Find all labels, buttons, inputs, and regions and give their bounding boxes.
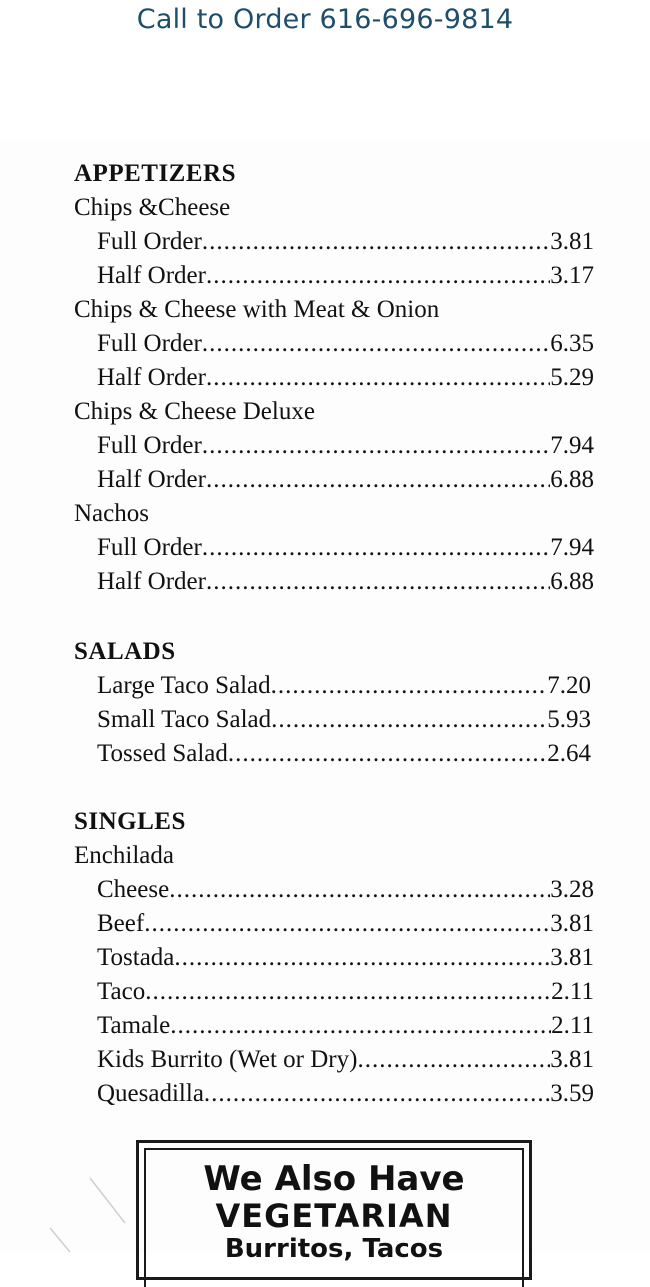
menu-item-price: 3.28	[550, 876, 594, 903]
call-to-order-phone[interactable]: Call to Order 616-696-9814	[136, 4, 514, 35]
menu-group-name: Chips &Cheese	[74, 194, 231, 221]
leader-dots	[204, 1080, 550, 1108]
menu-item	[97, 740, 591, 768]
vegetarian-line-2: VEGETARIAN	[215, 1197, 453, 1235]
menu-item-price: 3.81	[550, 944, 594, 971]
menu-item-price: 3.81	[550, 1046, 594, 1073]
leader-dots	[202, 432, 550, 460]
menu-item-label: Full Order	[97, 228, 202, 255]
menu-item	[97, 1080, 594, 1108]
leader-dots	[206, 364, 550, 392]
salads-heading: SALADS	[74, 638, 176, 665]
paper-smudge	[30, 1168, 130, 1252]
menu-item-price: 3.59	[550, 1080, 594, 1107]
leader-dots	[170, 1012, 551, 1040]
singles-heading: SINGLES	[74, 808, 186, 835]
menu-item-label: Half Order	[97, 466, 206, 493]
menu-item-label: Tossed Salad	[97, 740, 228, 767]
leader-dots	[202, 228, 550, 256]
leader-dots	[206, 568, 550, 596]
menu-item	[97, 1046, 594, 1074]
menu-item-price: 7.94	[550, 432, 594, 459]
leader-dots	[206, 262, 550, 290]
menu-item	[97, 262, 594, 290]
leader-dots	[206, 466, 550, 494]
menu-item	[97, 364, 594, 392]
menu-item-label: Full Order	[97, 534, 202, 561]
menu-item-label: Full Order	[97, 432, 202, 459]
leader-dots	[357, 1046, 550, 1074]
leader-dots	[169, 876, 550, 904]
menu-image	[0, 140, 650, 1264]
menu-item-price: 2.11	[551, 978, 594, 1005]
menu-item	[97, 228, 594, 256]
menu-group-name: Chips & Cheese with Meat & Onion	[74, 296, 440, 323]
leader-dots	[271, 672, 548, 700]
vegetarian-line-3: Burritos, Tacos	[224, 1234, 444, 1264]
leader-dots	[202, 534, 550, 562]
menu-item-label: Small Taco Salad	[97, 706, 272, 733]
leader-dots	[174, 944, 550, 972]
menu-item-price: 3.17	[550, 262, 594, 289]
menu-item	[97, 432, 594, 460]
menu-item-label: Quesadilla	[97, 1080, 204, 1107]
menu-item	[97, 568, 594, 596]
menu-group-name: Chips & Cheese Deluxe	[74, 398, 315, 425]
menu-item-price: 5.29	[550, 364, 594, 391]
menu-item-label: Half Order	[97, 262, 206, 289]
menu-item-price: 7.20	[547, 672, 591, 699]
leader-dots	[144, 910, 550, 938]
menu-item-price: 6.88	[550, 466, 594, 493]
menu-item-price: 6.35	[550, 330, 594, 357]
vegetarian-box	[136, 1140, 532, 1280]
menu-item-label: Kids Burrito (Wet or Dry)	[97, 1046, 358, 1073]
menu-item	[97, 466, 594, 494]
menu-item-label: Large Taco Salad	[97, 672, 271, 699]
vegetarian-line-1: We Also Have	[203, 1159, 465, 1199]
menu-item-price: 2.64	[547, 740, 591, 767]
menu-item	[97, 534, 594, 562]
menu-item-price: 7.94	[550, 534, 594, 561]
menu-item	[97, 876, 594, 904]
menu-item	[97, 706, 591, 734]
leader-dots	[271, 706, 547, 734]
menu-group-name: Nachos	[74, 500, 149, 527]
menu-item-price: 5.93	[547, 706, 591, 733]
appetizers-heading: APPETIZERS	[74, 160, 236, 187]
menu-item-label: Beef	[97, 910, 145, 937]
leader-dots	[145, 978, 551, 1006]
menu-item	[97, 910, 594, 938]
menu-item-label: Half Order	[97, 364, 206, 391]
menu-item-price: 2.11	[551, 1012, 594, 1039]
menu-group-name: Enchilada	[74, 842, 174, 869]
menu-item-label: Taco	[97, 978, 146, 1005]
menu-item	[97, 944, 594, 972]
leader-dots	[202, 330, 550, 358]
menu-item-label: Tostada	[97, 944, 175, 971]
menu-item-price: 3.81	[550, 910, 594, 937]
menu-item-price: 6.88	[550, 568, 594, 595]
vegetarian-box-inner	[144, 1148, 524, 1287]
leader-dots	[228, 740, 547, 768]
menu-item-label: Tamale	[97, 1012, 171, 1039]
menu-item	[97, 1012, 594, 1040]
menu-item	[97, 330, 594, 358]
menu-item	[97, 672, 591, 700]
menu-item-label: Half Order	[97, 568, 206, 595]
menu-item-label: Cheese	[97, 876, 170, 903]
menu-item-label: Full Order	[97, 330, 202, 357]
menu-item-price: 3.81	[550, 228, 594, 255]
menu-item	[97, 978, 594, 1006]
